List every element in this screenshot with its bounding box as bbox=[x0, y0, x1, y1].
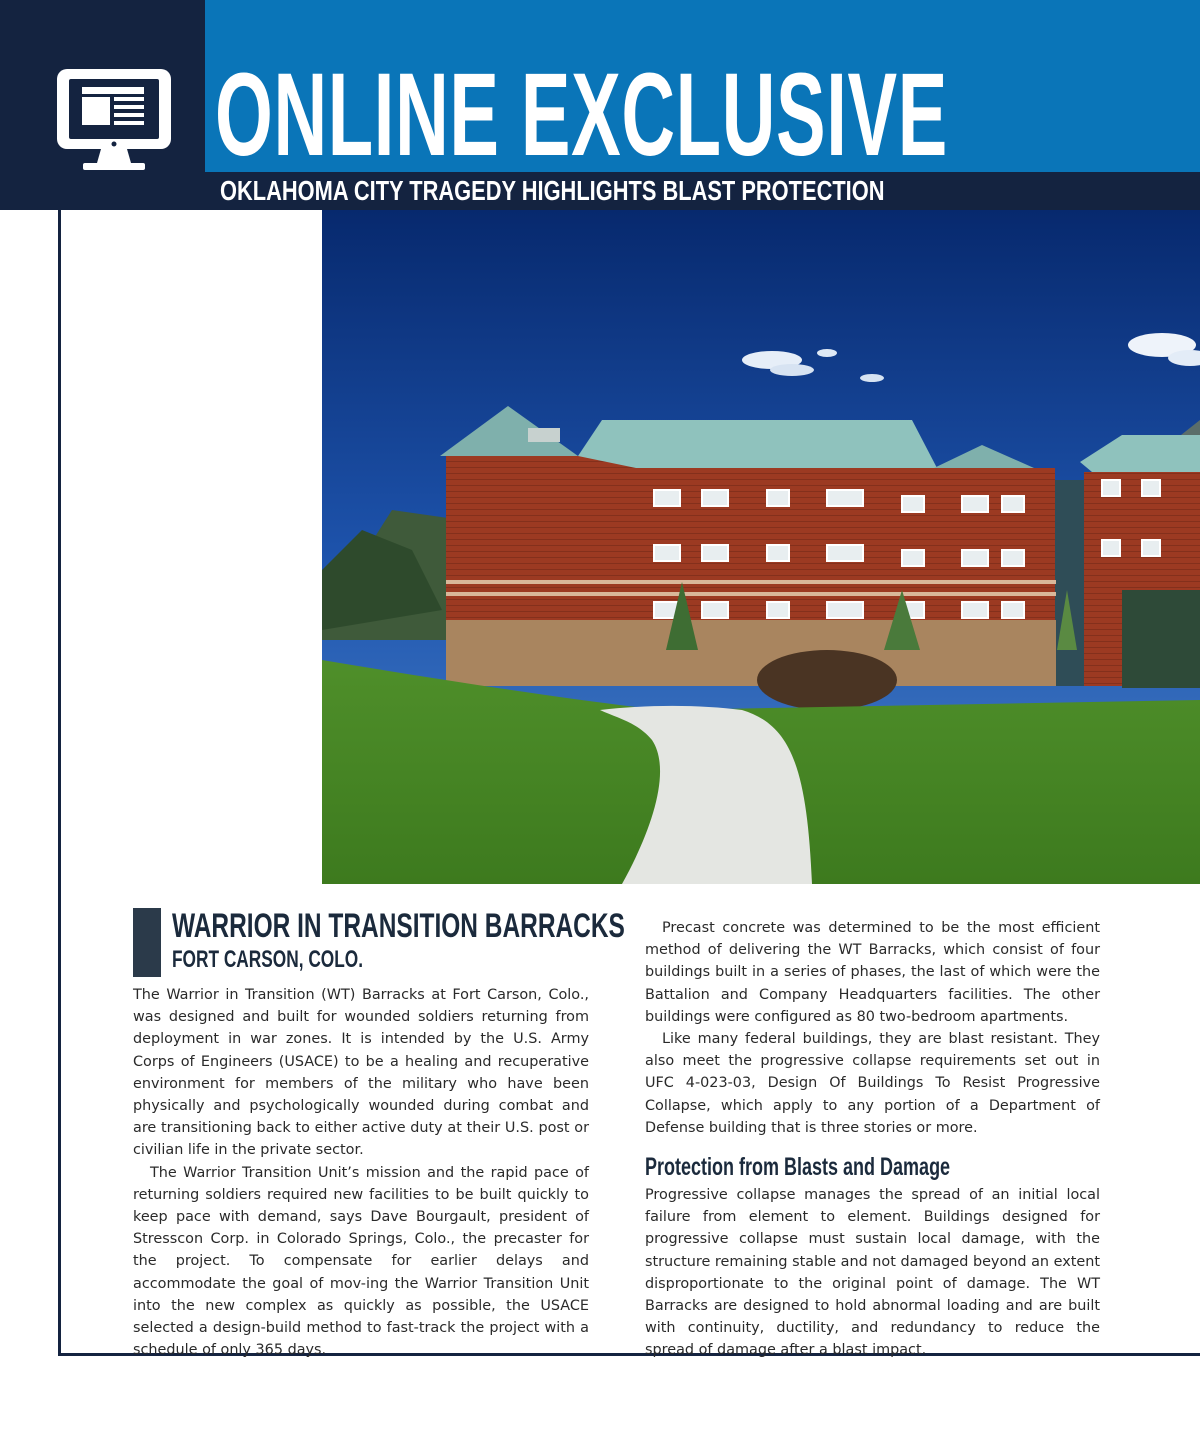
article-left-column bbox=[133, 984, 589, 1361]
heading-accent-bar bbox=[133, 908, 161, 977]
frame-left-rule bbox=[58, 210, 61, 1356]
article-right-column bbox=[645, 917, 1100, 1139]
paragraph: The Warrior in Transition (WT) Barracks at Fort Carson, Colo., was designed and built for wounded soldiers returning from deployment in war zones. It is intended by the U.S. Army Corps of Engineers (USACE) to be a healing and recuperative environment for members of the military who have been physically and psychologically wounded during combat and are transitioning back to either active duty at their U.S. post or civilian life in the private sector. bbox=[133, 987, 589, 1159]
barracks-photo bbox=[322, 210, 1200, 884]
paragraph: Like many federal buildings, they are blast resistant. They also meet the progressive collapse requirements set out in UFC 4-023-03, Design Of Buildings To Resist Progressive Collapse, which apply to any portion of a Department of Defense building that is three stories or more. bbox=[645, 1031, 1100, 1136]
article-subheading: FORT CARSON, COLO. bbox=[172, 946, 364, 973]
monitor-icon bbox=[55, 67, 173, 172]
article-section-body bbox=[645, 1184, 1100, 1362]
banner-subtitle: OKLAHOMA CITY TRAGEDY HIGHLIGHTS BLAST PROTECTION bbox=[220, 175, 885, 206]
banner-title: ONLINE EXCLUSIVE bbox=[215, 49, 948, 181]
article-heading: WARRIOR IN TRANSITION BARRACKS bbox=[172, 907, 625, 945]
paragraph: Precast concrete was determined to be the most efficient method of delivering the WT Barracks, which consist of four buildings built in a series of phases, the last of which were the Battalion and Company Headquarters facilities. The other buildings were configured as 80 two-bedroom apartments. bbox=[645, 920, 1100, 1025]
paragraph: The Warrior Transition Unit’s mission and the rapid pace of returning soldiers required new facilities to be built quickly to keep pace with demand, says Dave Bourgault, president of Stresscon Corp. in Colorado Springs, Colo., the precaster for the project. To compensate for earlier delays and accommodate the goal of mov-ing the Warrior Transition Unit into the new complex as quickly as possible, the USACE selected a design-build method to fast-track the project with a schedule of only 365 days. bbox=[133, 1164, 589, 1359]
paragraph: Progressive collapse manages the spread of an initial local failure from element to element. Buildings designed for progressive collapse must sustain local damage, with the structure remaining stable and not damaged beyond an extent disproportionate to the original point of damage. The WT Barracks are designed to hold abnormal loading and are built with continuity, ductility, and redundancy to reduce the spread of damage after a blast impact. bbox=[645, 1187, 1100, 1359]
section-heading: Protection from Blasts and Damage bbox=[645, 1153, 951, 1181]
